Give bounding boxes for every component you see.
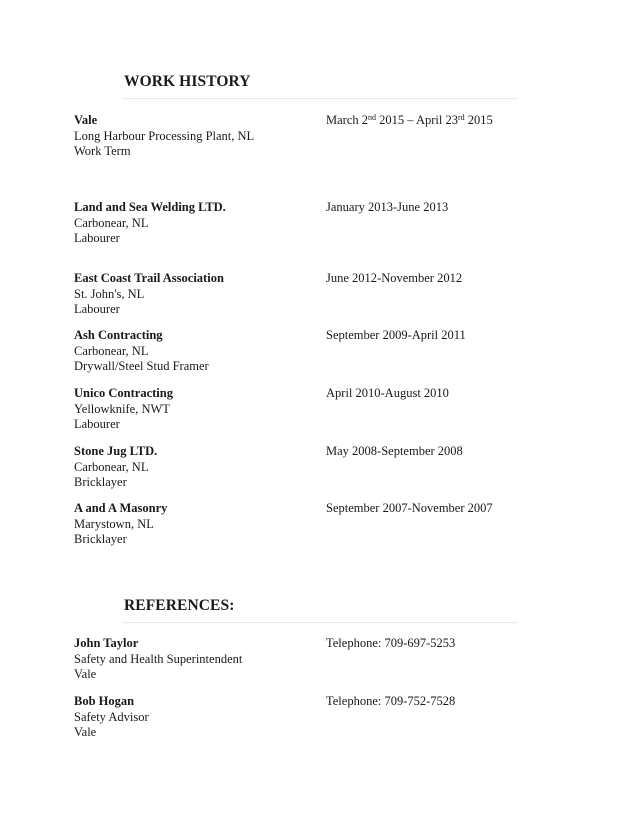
employer-name: Unico Contracting [74,386,173,400]
employer-location: Carbonear, NL [74,459,149,474]
employment-dates: January 2013-June 2013 [326,200,449,214]
job-role: Bricklayer [74,475,127,489]
end-year: 2015 [467,113,493,127]
employment-dates: September 2007-November 2007 [326,501,493,515]
end-month: April 23 [415,113,458,127]
reference-position: Safety Advisor [74,709,149,724]
start-month: March 2 [326,113,368,127]
employer-name: Ash Contracting [74,328,163,342]
employer-location: Carbonear, NL [74,343,149,358]
employer-location: Carbonear, NL [74,215,149,230]
date-separator: – [407,113,414,127]
job-role: Labourer [74,231,120,245]
reference-company: Vale [74,725,97,739]
start-year: 2015 [379,113,405,127]
employer-name: Stone Jug LTD. [74,444,158,458]
job-role: Drywall/Steel Stud Framer [74,359,209,373]
employer-location: St. John's, NL [74,286,145,301]
employment-dates: April 2010-August 2010 [326,386,449,400]
reference-name: Bob Hogan [74,694,135,708]
end-ordinal: rd [457,113,465,122]
reference-position: Safety and Health Superintendent [74,651,243,666]
employer-location: Yellowknife, NWT [74,401,170,416]
start-ordinal: nd [368,113,376,122]
employer-name: East Coast Trail Association [74,271,224,285]
employment-dates: May 2008-September 2008 [326,444,463,458]
reference-phone: Telephone: 709-752-7528 [326,694,456,708]
employer-location: Marystown, NL [74,516,154,531]
references-heading: REFERENCES: [124,597,235,614]
job-role: Bricklayer [74,532,127,546]
section-divider [122,622,518,623]
employer-location: Long Harbour Processing Plant, NL [74,128,255,143]
job-role: Work Term [74,144,131,158]
employer-name: Land and Sea Welding LTD. [74,200,226,214]
section-divider [122,98,518,99]
employment-dates [326,113,576,129]
reference-phone: Telephone: 709-697-5253 [326,636,456,650]
work-history-heading: WORK HISTORY [124,73,251,90]
employer-name: Vale [74,113,98,127]
employer-name: A and A Masonry [74,501,168,515]
job-role: Labourer [74,302,120,316]
job-role: Labourer [74,417,120,431]
reference-name: John Taylor [74,636,139,650]
employment-dates: June 2012-November 2012 [326,271,463,285]
reference-company: Vale [74,667,97,681]
employment-dates: September 2009-April 2011 [326,328,466,342]
